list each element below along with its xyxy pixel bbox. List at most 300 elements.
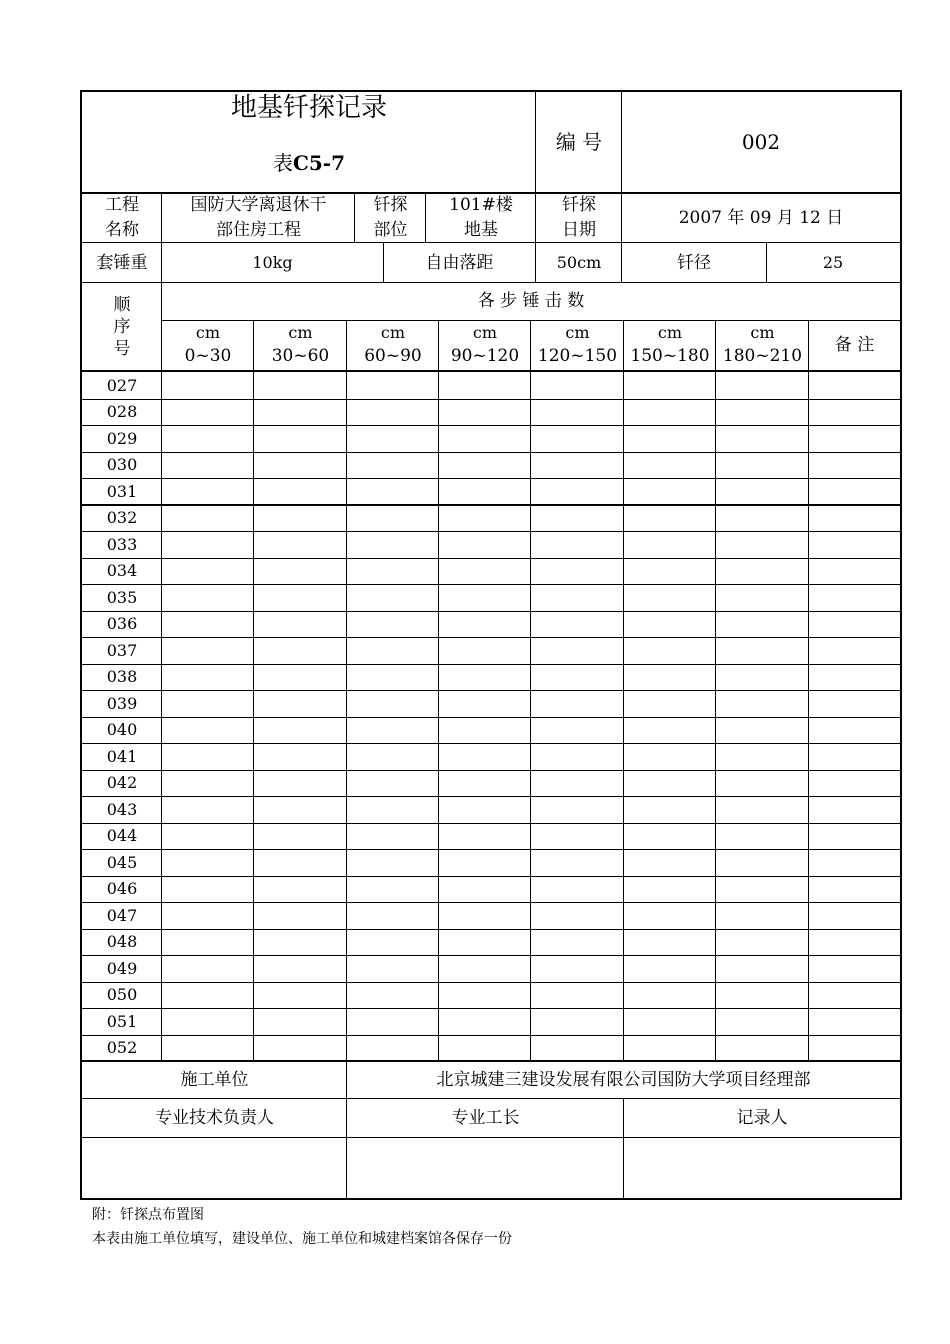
blow-count-cell[interactable] [439, 690, 530, 716]
blow-count-cell[interactable] [624, 982, 715, 1007]
blow-count-cell[interactable] [254, 637, 346, 663]
blow-count-cell[interactable] [162, 902, 253, 928]
blow-count-cell[interactable] [809, 399, 899, 424]
blow-count-cell[interactable] [716, 929, 808, 954]
project-name-value-line2: 部住房工程 [216, 220, 301, 240]
blow-count-cell[interactable] [439, 902, 530, 928]
tech-lead-label: 专业技术负责人 [155, 1107, 274, 1128]
blow-count-cell[interactable] [809, 849, 899, 875]
range-value: 60~90 [364, 345, 422, 366]
blow-count-cell[interactable] [347, 717, 438, 742]
blow-count-cell[interactable] [162, 796, 253, 822]
blow-count-cell[interactable] [809, 558, 899, 583]
blow-count-cell[interactable] [254, 478, 346, 504]
blow-count-cell[interactable] [162, 1008, 253, 1034]
blow-count-cell[interactable] [716, 955, 808, 981]
blow-count-cell[interactable] [162, 531, 253, 557]
blow-count-cell[interactable] [531, 690, 623, 716]
divider-info-col3 [425, 192, 426, 242]
blow-count-cell[interactable] [439, 637, 530, 663]
blow-count-cell[interactable] [531, 849, 623, 875]
blow-count-cell[interactable] [809, 637, 899, 663]
blow-count-cell[interactable] [531, 929, 623, 954]
tech-lead-signature-field[interactable] [82, 1138, 347, 1198]
blow-count-cell[interactable] [439, 611, 530, 636]
row-sequence-number: 048 [106, 932, 138, 952]
row-sequence-number: 041 [106, 746, 138, 766]
blow-count-cell[interactable] [716, 902, 808, 928]
blow-count-cell[interactable] [162, 929, 253, 954]
hammer-weight-value: 10kg [252, 253, 293, 273]
project-name-label-line2: 名称 [105, 220, 139, 240]
divider-params-col2 [383, 242, 384, 282]
blow-count-cell[interactable] [254, 743, 346, 769]
blow-count-cell[interactable] [162, 664, 253, 689]
blow-count-cell[interactable] [531, 399, 623, 424]
probe-position-value-line1: 101#楼 [449, 195, 513, 216]
blow-count-cell[interactable] [624, 478, 715, 504]
blow-count-cell[interactable] [254, 690, 346, 716]
blow-count-cell[interactable] [254, 425, 346, 451]
blow-count-cell[interactable] [809, 743, 899, 769]
blow-count-cell[interactable] [716, 1035, 808, 1060]
blow-count-cell[interactable] [439, 399, 530, 424]
blow-count-cell[interactable] [254, 664, 346, 689]
row-sequence-number: 049 [106, 958, 138, 978]
range-header [716, 321, 809, 370]
range-unit: cm [750, 323, 775, 343]
blow-count-cell[interactable] [254, 982, 346, 1007]
blow-count-cell[interactable] [439, 1035, 530, 1060]
blow-count-cell[interactable] [254, 558, 346, 583]
row-sequence-number: 027 [106, 375, 138, 395]
blow-count-cell[interactable] [162, 452, 253, 477]
blow-count-cell[interactable] [624, 664, 715, 689]
blow-count-cell[interactable] [162, 611, 253, 636]
blow-count-cell[interactable] [439, 1008, 530, 1034]
blow-count-cell[interactable] [347, 770, 438, 795]
blow-count-cell[interactable] [254, 505, 346, 530]
blow-count-cell[interactable] [809, 929, 899, 954]
row-sequence-number: 052 [106, 1038, 138, 1058]
blow-count-cell[interactable] [531, 505, 623, 530]
blow-count-cell[interactable] [439, 531, 530, 557]
blow-count-cell[interactable] [716, 796, 808, 822]
blow-count-cell[interactable] [716, 452, 808, 477]
row-sequence-number: 037 [106, 640, 138, 660]
blow-count-cell[interactable] [254, 796, 346, 822]
project-name-label-line1: 工程 [105, 195, 139, 216]
blow-count-cell[interactable] [347, 584, 438, 610]
row-sequence-number: 030 [106, 455, 138, 475]
blow-count-cell[interactable] [162, 584, 253, 610]
remark-header: 备 注 [834, 335, 875, 356]
blow-count-cell[interactable] [809, 690, 899, 716]
blow-count-cell[interactable] [347, 902, 438, 928]
blow-count-cell[interactable] [347, 372, 438, 398]
blow-count-cell[interactable] [531, 955, 623, 981]
range-unit: cm [657, 323, 683, 343]
construction-unit-label: 施工单位 [180, 1069, 249, 1090]
blow-count-cell[interactable] [809, 902, 899, 928]
blow-count-cell[interactable] [347, 399, 438, 424]
blow-count-cell[interactable] [624, 558, 715, 583]
blow-count-cell[interactable] [716, 584, 808, 610]
blow-count-cell[interactable] [254, 876, 346, 901]
probe-position-label-line1: 钎探 [373, 195, 408, 216]
table-code-prefix: 表 [272, 150, 293, 175]
blow-count-cell[interactable] [716, 637, 808, 663]
blow-count-cell[interactable] [716, 717, 808, 742]
blow-count-cell[interactable] [531, 478, 623, 504]
blow-count-cell[interactable] [162, 876, 253, 901]
blow-count-cell[interactable] [531, 1035, 623, 1060]
blow-count-cell[interactable] [162, 478, 253, 504]
blow-count-cell[interactable] [347, 876, 438, 901]
sequence-header-char2: 序 [113, 316, 131, 337]
free-drop-value: 50cm [556, 253, 602, 273]
blow-count-cell[interactable] [809, 584, 899, 610]
blow-count-cell[interactable] [439, 849, 530, 875]
sequence-header-char1: 顺 [113, 294, 131, 315]
blow-count-cell[interactable] [439, 425, 530, 451]
row-sequence-number: 050 [106, 985, 138, 1005]
blow-count-cell[interactable] [439, 505, 530, 530]
blow-count-cell[interactable] [162, 982, 253, 1007]
blow-count-cell[interactable] [531, 876, 623, 901]
blow-count-cell[interactable] [624, 796, 715, 822]
range-header [162, 321, 254, 370]
blow-count-cell[interactable] [439, 743, 530, 769]
blow-count-cell[interactable] [254, 611, 346, 636]
range-header [531, 321, 624, 370]
blow-count-cell[interactable] [347, 823, 438, 848]
divider-params-col3 [535, 242, 536, 282]
blow-count-cell[interactable] [809, 478, 899, 504]
blow-count-cell[interactable] [624, 690, 715, 716]
blow-count-cell[interactable] [624, 876, 715, 901]
blow-count-cell[interactable] [809, 1008, 899, 1034]
blow-count-cell[interactable] [531, 664, 623, 689]
blow-count-cell[interactable] [531, 982, 623, 1007]
blow-count-cell[interactable] [439, 796, 530, 822]
row-sequence-number: 038 [106, 667, 138, 687]
blow-count-cell[interactable] [347, 505, 438, 530]
blow-count-cell[interactable] [716, 478, 808, 504]
blow-count-cell[interactable] [439, 982, 530, 1007]
blow-count-cell[interactable] [439, 955, 530, 981]
blow-count-cell[interactable] [809, 425, 899, 451]
blow-count-cell[interactable] [254, 770, 346, 795]
blow-count-cell[interactable] [624, 717, 715, 742]
blow-count-cell[interactable] [531, 902, 623, 928]
blow-count-cell[interactable] [439, 584, 530, 610]
blow-count-cell[interactable] [439, 876, 530, 901]
blow-count-cell[interactable] [162, 690, 253, 716]
divider-params [80, 282, 902, 283]
row-sequence-number: 034 [106, 561, 138, 581]
blow-count-cell[interactable] [809, 664, 899, 689]
sequence-number-header [82, 283, 162, 371]
note-archive: 本表由施工单位填写，建设单位、施工单位和城建档案馆各保存一份 [92, 1231, 512, 1247]
sequence-header-char3: 号 [113, 339, 131, 360]
blow-count-cell[interactable] [809, 505, 899, 530]
blow-count-cell[interactable] [716, 1008, 808, 1034]
blow-count-cell[interactable] [439, 558, 530, 583]
blow-count-cell[interactable] [439, 770, 530, 795]
blow-count-cell[interactable] [716, 849, 808, 875]
blow-count-cell[interactable] [254, 1008, 346, 1034]
blow-count-cell[interactable] [347, 1035, 438, 1060]
blow-count-cell[interactable] [347, 690, 438, 716]
row-sequence-number: 039 [106, 693, 138, 713]
row-sequence-number: 042 [106, 773, 138, 793]
row-sequence-number: 036 [106, 614, 138, 634]
free-drop-label: 自由落距 [425, 252, 494, 273]
blow-count-cell[interactable] [809, 876, 899, 901]
divider-header-col2 [621, 90, 622, 282]
row-sequence-number: 044 [106, 826, 138, 846]
blow-count-cell[interactable] [716, 425, 808, 451]
blow-count-cell[interactable] [716, 372, 808, 398]
blow-count-cell[interactable] [624, 1035, 715, 1060]
blow-count-cell[interactable] [531, 637, 623, 663]
blow-count-cell[interactable] [531, 425, 623, 451]
project-name-value [162, 193, 355, 243]
divider-params-col1 [161, 242, 162, 282]
table-code-value: C5-7 [292, 150, 346, 175]
blow-count-cell[interactable] [716, 876, 808, 901]
blow-count-cell[interactable] [347, 478, 438, 504]
recorder-signature-field[interactable] [625, 1138, 900, 1198]
row-sequence-number: 029 [106, 428, 138, 448]
blow-count-cell[interactable] [809, 531, 899, 557]
blow-count-cell[interactable] [624, 637, 715, 663]
blow-count-cell[interactable] [254, 849, 346, 875]
blow-count-cell[interactable] [531, 743, 623, 769]
blow-count-cell[interactable] [162, 372, 253, 398]
blow-count-cell[interactable] [531, 531, 623, 557]
blow-count-cell[interactable] [531, 372, 623, 398]
blow-count-cell[interactable] [531, 611, 623, 636]
blow-count-cell[interactable] [624, 584, 715, 610]
blow-count-cell[interactable] [809, 372, 899, 398]
blow-count-cell[interactable] [716, 399, 808, 424]
blow-count-cell[interactable] [254, 823, 346, 848]
blow-count-cell[interactable] [162, 849, 253, 875]
blow-count-cell[interactable] [624, 611, 715, 636]
range-value: 180~210 [722, 345, 803, 366]
blow-count-cell[interactable] [624, 823, 715, 848]
row-sequence-number: 032 [106, 508, 138, 528]
blow-count-cell[interactable] [624, 425, 715, 451]
blow-count-cell[interactable] [162, 743, 253, 769]
blow-count-cell[interactable] [162, 1035, 253, 1060]
blow-count-cell[interactable] [624, 505, 715, 530]
blow-count-cell[interactable] [162, 770, 253, 795]
probe-date-value: 2007 年 09 月 12 日 [678, 207, 844, 228]
range-value: 0~30 [184, 345, 232, 366]
blow-count-cell[interactable] [439, 372, 530, 398]
row-sequence-number: 040 [106, 720, 138, 740]
blow-count-cell[interactable] [439, 823, 530, 848]
range-unit: cm [565, 323, 590, 343]
blow-count-cell[interactable] [162, 425, 253, 451]
blow-count-cell[interactable] [624, 531, 715, 557]
blow-count-cell[interactable] [809, 770, 899, 795]
range-header [624, 321, 716, 370]
blow-count-cell[interactable] [347, 558, 438, 583]
blow-count-cell[interactable] [347, 955, 438, 981]
construction-unit-value: 北京城建三建设发展有限公司国防大学项目经理部 [436, 1069, 811, 1090]
blow-count-cell[interactable] [716, 823, 808, 848]
blow-count-cell[interactable] [624, 743, 715, 769]
blow-count-cell[interactable] [347, 796, 438, 822]
blow-count-cell[interactable] [531, 584, 623, 610]
divider-info-col1 [161, 192, 162, 242]
blow-count-cell[interactable] [809, 982, 899, 1007]
blow-count-cell[interactable] [716, 611, 808, 636]
blow-count-cell[interactable] [531, 823, 623, 848]
blow-count-cell[interactable] [162, 823, 253, 848]
blow-count-cell[interactable] [162, 637, 253, 663]
divider-info [80, 242, 902, 243]
blow-count-cell[interactable] [531, 558, 623, 583]
blow-count-cell[interactable] [254, 929, 346, 954]
blow-count-cell[interactable] [439, 452, 530, 477]
blow-count-cell[interactable] [347, 664, 438, 689]
divider-params-col4 [766, 242, 767, 282]
blow-count-cell[interactable] [347, 637, 438, 663]
hammer-weight-label: 套锤重 [96, 252, 148, 273]
blow-count-cell[interactable] [254, 372, 346, 398]
blow-count-cell[interactable] [716, 982, 808, 1007]
recorder-label: 记录人 [736, 1107, 788, 1128]
blow-count-cell[interactable] [716, 558, 808, 583]
blow-count-cell[interactable] [439, 478, 530, 504]
probe-position-value [426, 193, 536, 243]
blow-count-cell[interactable] [809, 717, 899, 742]
probe-position-value-line2: 地基 [464, 220, 498, 240]
blow-count-cell[interactable] [624, 770, 715, 795]
blow-count-cell[interactable] [439, 929, 530, 954]
blow-count-cell[interactable] [254, 399, 346, 424]
range-header [439, 321, 531, 370]
foreman-signature-field[interactable] [348, 1138, 624, 1198]
blow-count-cell[interactable] [809, 955, 899, 981]
divider-header-col1 [535, 90, 536, 242]
blow-count-cell[interactable] [531, 452, 623, 477]
foreman-label: 专业工长 [451, 1107, 520, 1128]
blow-count-cell[interactable] [624, 399, 715, 424]
blow-count-cell[interactable] [716, 505, 808, 530]
blow-count-cell[interactable] [162, 955, 253, 981]
blow-count-cell[interactable] [624, 1008, 715, 1034]
blow-count-cell[interactable] [254, 1035, 346, 1060]
probe-position-label-line2: 部位 [373, 220, 408, 240]
table-code [82, 146, 536, 180]
row-sequence-number: 051 [106, 1011, 138, 1031]
blow-count-cell[interactable] [254, 902, 346, 928]
row-sequence-number: 045 [106, 852, 138, 872]
blow-count-cell[interactable] [162, 505, 253, 530]
blow-count-cell[interactable] [347, 743, 438, 769]
blow-count-cell[interactable] [809, 611, 899, 636]
blow-count-cell[interactable] [809, 1035, 899, 1060]
range-unit: cm [288, 323, 313, 343]
blow-count-cell[interactable] [254, 717, 346, 742]
blow-count-cell[interactable] [531, 796, 623, 822]
blow-count-cell[interactable] [716, 770, 808, 795]
blow-count-cell[interactable] [347, 452, 438, 477]
blow-count-cell[interactable] [254, 584, 346, 610]
divider-info-col2 [354, 192, 355, 242]
blow-count-cell[interactable] [624, 849, 715, 875]
blow-count-cell[interactable] [439, 717, 530, 742]
blow-count-cell[interactable] [531, 1008, 623, 1034]
blow-count-cell[interactable] [716, 531, 808, 557]
range-header [347, 321, 439, 370]
row-sequence-number: 046 [106, 879, 138, 899]
row-sequence-number: 033 [106, 534, 138, 554]
blow-count-cell[interactable] [254, 452, 346, 477]
blow-count-cell[interactable] [624, 372, 715, 398]
number-label: 编 号 [555, 130, 603, 154]
note-layout-plan: 附：钎探点布置图 [92, 1207, 204, 1223]
blow-count-cell[interactable] [716, 690, 808, 716]
row-sequence-number: 028 [106, 402, 138, 422]
blow-count-cell[interactable] [809, 823, 899, 848]
blow-count-cell[interactable] [624, 902, 715, 928]
blow-count-cell[interactable] [624, 955, 715, 981]
drill-diameter-label: 钎径 [677, 252, 711, 273]
drill-diameter-value: 25 [822, 253, 844, 273]
blow-count-cell[interactable] [162, 717, 253, 742]
blow-count-cell[interactable] [162, 399, 253, 424]
blow-count-cell[interactable] [347, 611, 438, 636]
blow-count-cell[interactable] [254, 955, 346, 981]
range-value: 150~180 [630, 345, 710, 366]
row-sequence-number: 031 [106, 481, 138, 501]
blow-count-cell[interactable] [347, 929, 438, 954]
blow-count-cell[interactable] [254, 531, 346, 557]
blow-count-cell[interactable] [347, 1008, 438, 1034]
range-unit: cm [195, 323, 221, 343]
blow-count-cell[interactable] [162, 558, 253, 583]
blow-count-cell[interactable] [624, 929, 715, 954]
range-header [254, 321, 347, 370]
blow-count-cell[interactable] [347, 425, 438, 451]
blow-count-cell[interactable] [716, 664, 808, 689]
range-value: 30~60 [271, 345, 330, 366]
probe-date-label-line2: 日期 [562, 220, 596, 240]
divider-header [80, 192, 902, 194]
blow-count-cell[interactable] [531, 770, 623, 795]
blow-count-cell[interactable] [439, 664, 530, 689]
blow-count-cell[interactable] [347, 849, 438, 875]
number-value: 002 [741, 130, 781, 154]
blow-count-cell[interactable] [347, 982, 438, 1007]
blow-count-cell[interactable] [716, 743, 808, 769]
blow-count-cell[interactable] [531, 717, 623, 742]
range-value: 90~120 [450, 345, 520, 366]
blow-count-cell[interactable] [809, 796, 899, 822]
probe-position-label [355, 193, 426, 243]
blow-count-cell[interactable] [809, 452, 899, 477]
blow-count-cell[interactable] [624, 452, 715, 477]
row-sequence-number: 047 [106, 905, 138, 925]
blow-count-cell[interactable] [347, 531, 438, 557]
